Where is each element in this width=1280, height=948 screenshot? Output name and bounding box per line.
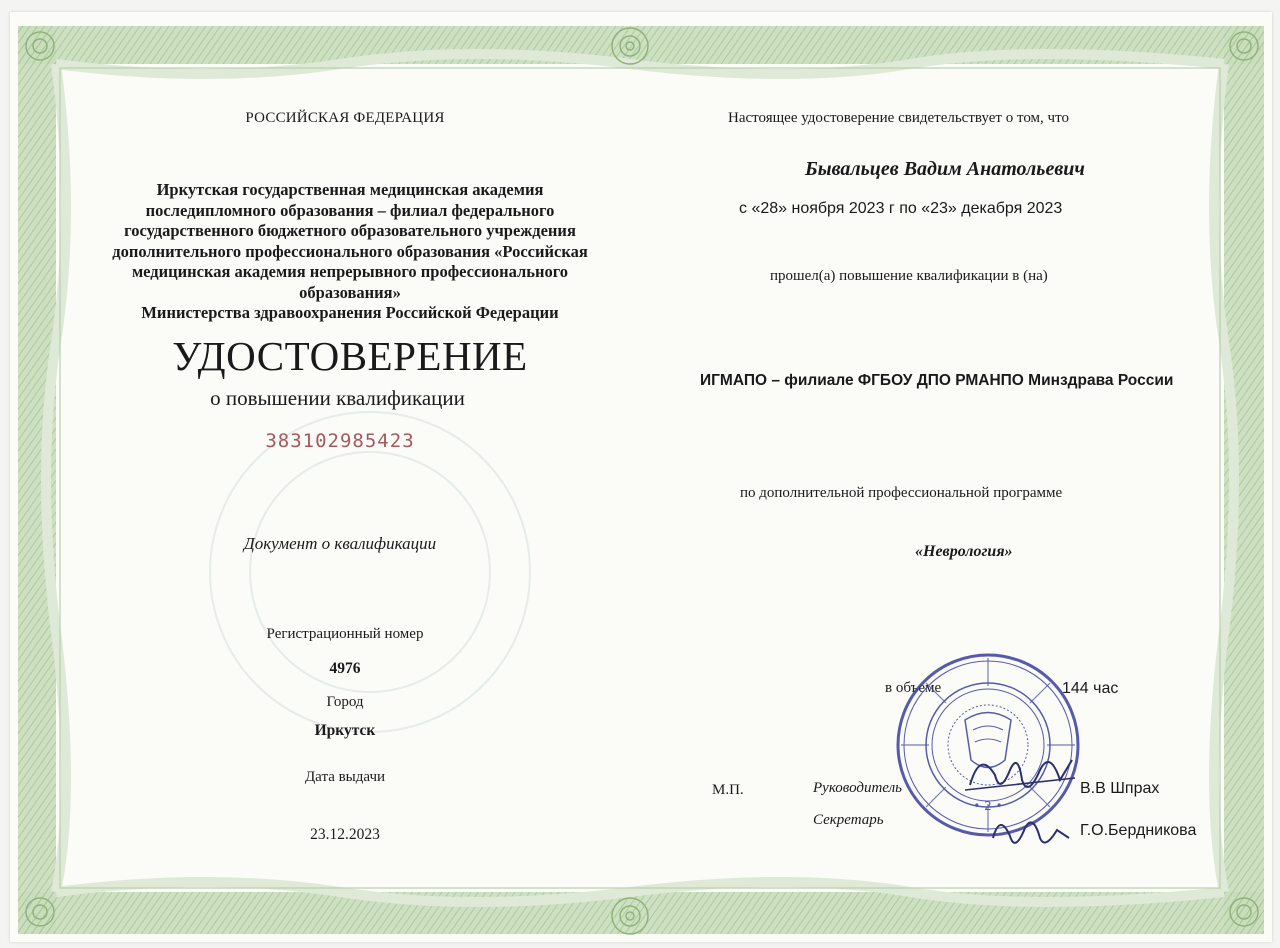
document-kind: Документ о квалификации <box>243 534 437 553</box>
training-period: с «28» ноября 2023 г по «23» декабря 2023 <box>739 200 1063 217</box>
organization-line: государственного бюджетного образовательного учреждения <box>124 221 576 240</box>
organization-line: Министерства здравоохранения Российской Федерации <box>141 303 559 322</box>
issuing-organization <box>80 180 620 324</box>
passed-text: прошел(а) повышение квалификации в (на) <box>770 268 1048 284</box>
organization-line: Иркутская государственная медицинская академия <box>156 180 544 199</box>
training-organization: ИГМАПО – филиале ФГБОУ ДПО РМАНПО Минздрава России <box>700 372 1174 389</box>
volume-label: в объеме <box>885 680 942 696</box>
intro-text: Настоящее удостоверение свидетельствует о том, что <box>728 110 1069 126</box>
serial-number: 383102985423 <box>265 430 415 452</box>
city-value: Иркутск <box>314 722 376 739</box>
secretary-signature <box>985 808 1075 858</box>
registration-number: 4976 <box>329 660 361 677</box>
head-name: В.В Шпрах <box>1080 780 1160 797</box>
city-label: Город <box>326 694 364 710</box>
organization-line: медицинская академия непрерывного профессионального образования» <box>131 262 569 302</box>
head-label: Руководитель <box>813 780 902 796</box>
volume-value: 144 час <box>1062 680 1119 697</box>
head-signature <box>960 740 1080 810</box>
secretary-name: Г.О.Бердникова <box>1080 822 1197 839</box>
organization-line: последипломного образования – филиал федерального <box>145 200 555 220</box>
svg-text:• 2 •: • 2 • <box>973 799 1003 813</box>
registration-label: Регистрационный номер <box>266 626 424 642</box>
secretary-label: Секретарь <box>813 812 884 828</box>
issue-date: 23.12.2023 <box>310 826 380 843</box>
program-name: «Неврология» <box>915 543 1013 560</box>
program-label: по дополнительной профессиональной программе <box>740 485 1063 501</box>
document-subtitle: о повышении квалификации <box>210 386 465 410</box>
seal-place-label: М.П. <box>712 782 744 798</box>
organization-line: дополнительного профессионального образования «Российская <box>112 241 588 261</box>
country-heading: РОССИЙСКАЯ ФЕДЕРАЦИЯ <box>245 110 445 126</box>
issue-date-label: Дата выдачи <box>304 769 386 785</box>
holder-name: Бывальцев Вадим Анатольевич <box>805 158 1085 180</box>
document-title: УДОСТОВЕРЕНИЕ <box>172 333 528 379</box>
